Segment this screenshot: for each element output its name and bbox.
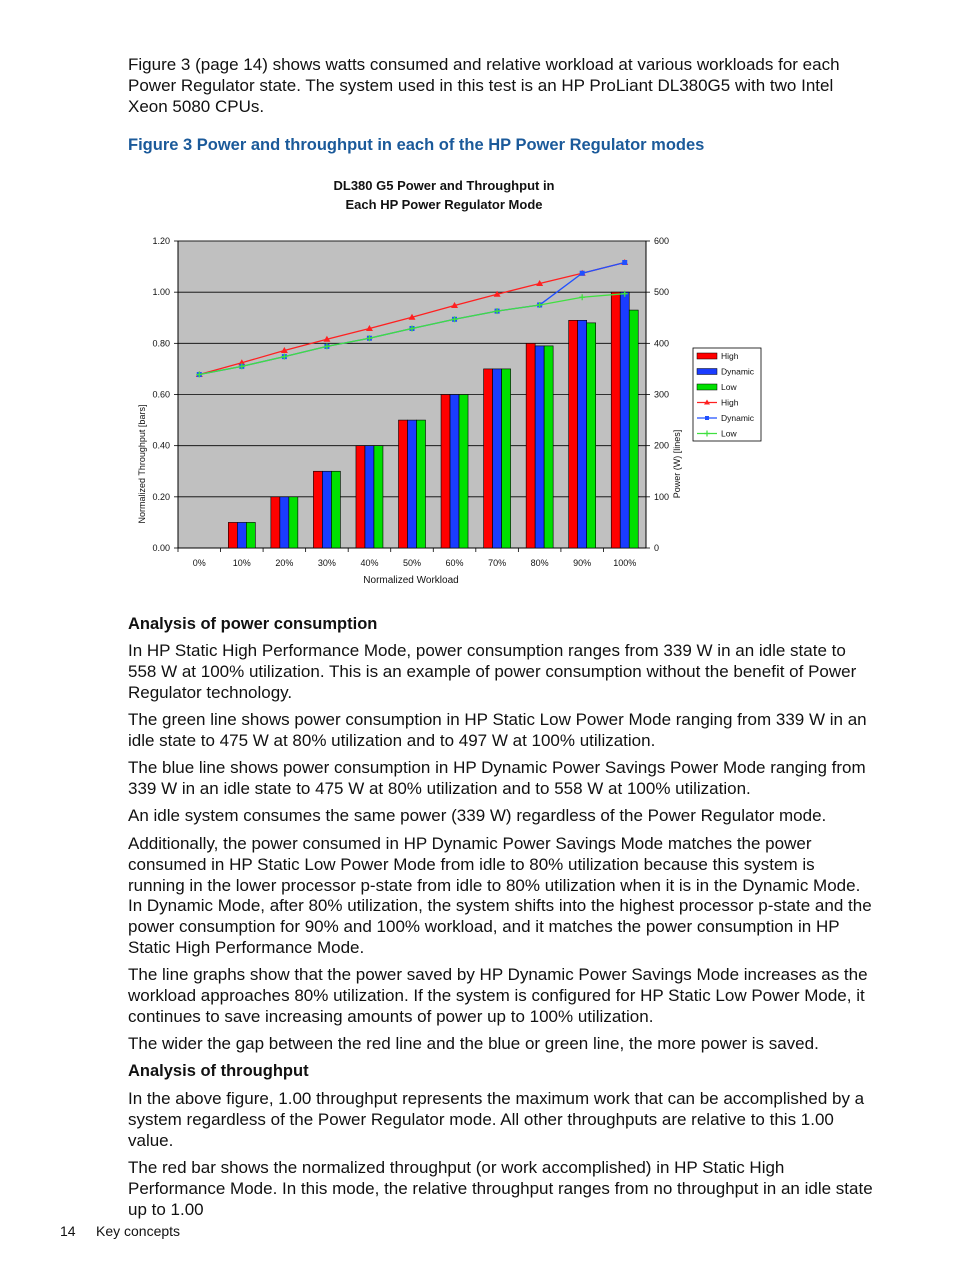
intro-paragraph: Figure 3 (page 14) shows watts consumed and relative workload at various workloads for each Power Regulator state. The system used in this test is an HP ProLiant DL380G5 with two Intel Xeon 5080 CPUs. — [128, 55, 840, 116]
bar-high — [399, 420, 408, 548]
power-paragraph-1: In HP Static High Performance Mode, power consumption ranges from 339 W in an idle state to 558 W at 100% utilization. This is an example of power consumption without the benefit of Power Regulator technology. — [128, 641, 857, 702]
y-tick-label: 0.40 — [152, 440, 170, 451]
legend-label: Dynamic — [721, 413, 755, 423]
y2-tick-label: 0 — [654, 543, 660, 553]
power-paragraph-2: The green line shows power consumption in HP Static Low Power Mode ranging from 339 W in an idle state to 475 W at 80% utilization and to 497 W at 100% utilization. — [128, 710, 867, 750]
power-paragraph-5: Additionally, the power consumed in HP Dynamic Power Savings Mode matches the power consumed in HP Static Low Power Mode from idle to 80% utilization because this system is running in the lower processor p-state from idle to 80% utilization when it is in the Dynamic Mode. In Dynamic Mode, after 80% utilization, the system shifts into the highest processor p-state and the power consumption for 90% and 100% workload, and it matches the power consumption in HP Static High Performance Mode. — [128, 834, 872, 957]
chart-title-line-2: Each HP Power Regulator Mode — [345, 197, 543, 212]
x-tick-label: 90% — [573, 558, 592, 568]
y-tick-label: 0.20 — [152, 491, 170, 502]
bar-low — [629, 310, 638, 548]
x-tick-label: 100% — [613, 558, 637, 568]
section-heading-power: Analysis of power consumption — [128, 615, 378, 633]
y2-tick-label: 300 — [654, 389, 670, 400]
bar-low — [246, 522, 255, 548]
bar-high — [526, 343, 535, 548]
section-heading-throughput: Analysis of throughput — [128, 1062, 309, 1080]
bar-low — [587, 323, 596, 548]
y-tick-label: 0.80 — [152, 338, 170, 349]
y2-tick-label: 200 — [654, 440, 670, 451]
y2-tick-label: 100 — [654, 491, 670, 502]
plot-layer — [152, 236, 761, 568]
bar-dynamic — [322, 471, 331, 548]
bar-high — [356, 446, 365, 548]
bar-high — [271, 497, 280, 548]
bar-high — [313, 471, 322, 548]
throughput-paragraph-1: In the above figure, 1.00 throughput represents the maximum work that can be accomplished by a system regardless of the Power Regulator mode. All other throughputs are relative to this 1.00 value. — [128, 1089, 865, 1150]
legend-marker — [705, 416, 709, 420]
y2-tick-label: 500 — [654, 287, 670, 298]
bar-dynamic — [620, 292, 629, 548]
bar-low — [331, 471, 340, 548]
y-tick-label: 1.00 — [152, 287, 170, 298]
bar-dynamic — [237, 522, 246, 548]
legend-label: High — [721, 351, 739, 361]
y-tick-label: 1.20 — [152, 236, 170, 246]
y-axis-label: Normalized Throughput [bars] — [137, 404, 147, 524]
bar-dynamic — [493, 369, 502, 548]
legend-label: High — [721, 397, 739, 408]
bar-high — [441, 395, 450, 549]
y-tick-label: 0.00 — [152, 543, 170, 553]
x-tick-label: 30% — [317, 558, 336, 568]
bar-low — [289, 497, 298, 548]
power-paragraph-4: An idle system consumes the same power (339 W) regardless of the Power Regulator mode. — [128, 806, 827, 825]
throughput-paragraph-2: The red bar shows the normalized throughput (or work accomplished) in HP Static High Performance Mode. In this mode, the relative throughput ranges from no throughput in an idle state up to 1.00 — [128, 1158, 873, 1219]
figure-caption: Figure 3 Power and throughput in each of the HP Power Regulator modes — [128, 136, 705, 154]
power-paragraph-3: The blue line shows power consumption in HP Dynamic Power Savings Power Mode ranging from 339 W in an idle state to 475 W at 80% utilization and to 558 W at 100% utilization. — [128, 758, 866, 798]
x-tick-label: 40% — [360, 558, 379, 568]
bar-dynamic — [365, 446, 374, 548]
legend-swatch — [697, 384, 717, 390]
bar-dynamic — [578, 320, 587, 548]
bar-high — [484, 369, 493, 548]
footer-section-name: Key concepts — [96, 1223, 181, 1239]
x-tick-label: 10% — [232, 558, 251, 568]
legend-swatch — [697, 353, 717, 359]
bar-low — [374, 446, 383, 548]
legend-label: Dynamic — [721, 366, 755, 377]
y2-tick-label: 600 — [654, 236, 670, 246]
bar-low — [544, 346, 553, 548]
bar-low — [459, 395, 468, 549]
bar-high — [228, 522, 237, 548]
bar-dynamic — [450, 395, 459, 549]
x-tick-label: 0% — [192, 558, 206, 568]
bar-dynamic — [535, 346, 544, 548]
y-tick-label: 0.60 — [152, 389, 170, 400]
legend-label: Low — [721, 382, 737, 392]
marker-dynamic — [622, 260, 627, 265]
power-paragraph-6: The line graphs show that the power saved by HP Dynamic Power Savings Mode increases as the workload approaches 80% utilization. If the system is configured for HP Static Low Power Mode, it continues to save increasing amounts of power up to 100% utilization. — [128, 965, 868, 1026]
power-throughput-chart — [128, 168, 768, 593]
x-tick-label: 80% — [530, 558, 549, 568]
x-tick-label: 70% — [488, 558, 507, 568]
y2-tick-label: 400 — [654, 338, 670, 349]
x-tick-label: 20% — [275, 558, 294, 568]
x-tick-label: 50% — [402, 558, 422, 568]
x-axis-label: Normalized Workload — [363, 575, 459, 586]
legend-label: Low — [721, 428, 737, 439]
y2-axis-label: Power (W) [lines] — [672, 429, 682, 499]
legend-swatch — [697, 369, 717, 375]
bar-high — [569, 320, 578, 548]
x-tick-label: 60% — [445, 558, 464, 568]
footer-page-number: 14 — [60, 1223, 76, 1239]
bar-high — [611, 292, 620, 548]
bar-low — [417, 420, 426, 548]
power-paragraph-7: The wider the gap between the red line and the blue or green line, the more power is saved. — [128, 1034, 819, 1053]
chart-legend — [693, 348, 761, 441]
marker-dynamic — [580, 271, 585, 276]
bar-dynamic — [408, 420, 417, 548]
chart-title-line-1: DL380 G5 Power and Throughput in — [333, 178, 555, 193]
bar-dynamic — [280, 497, 289, 548]
bar-low — [502, 369, 511, 548]
